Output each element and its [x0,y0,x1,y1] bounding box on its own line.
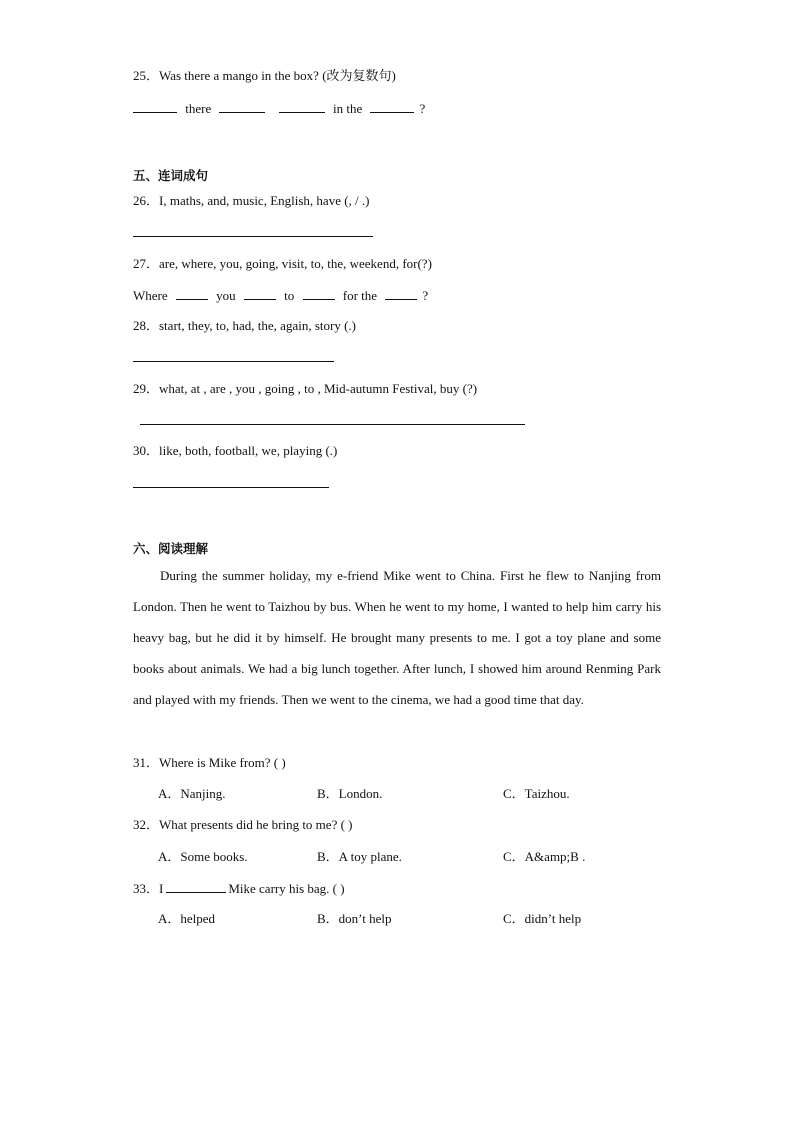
answer-blank[interactable] [244,287,276,300]
answer-blank[interactable] [176,287,208,300]
option-c[interactable]: C．didn’t help [503,911,582,926]
question-33-prefix: 33．I [133,881,164,896]
question-27-answer-line [133,287,428,304]
answer-blank[interactable] [279,100,325,113]
option-a[interactable]: A．helped [158,911,216,926]
question-26-answer-line[interactable] [133,236,373,237]
question-32-prompt: 32．What presents did he bring to me? ( ) [133,817,353,832]
option-c[interactable]: C．A&amp;B . [503,849,586,864]
question-30-answer-line[interactable] [133,487,329,488]
option-a[interactable]: A．Nanjing. [158,786,226,801]
answer-blank[interactable] [219,100,265,113]
answer-blank[interactable] [303,287,335,300]
answer-word: to [284,288,295,303]
answer-word: in the [332,101,363,116]
question-29-prompt: 29．what, at , are , you , going , to , Mid-autumn Festival, buy (?) [133,381,478,396]
answer-blank[interactable] [370,100,414,113]
question-33-prompt [133,880,345,897]
answer-end: ? [422,288,429,303]
question-33-suffix: Mike carry his bag. ( ) [228,881,345,896]
question-26-prompt: 26．I, maths, and, music, English, have (, / .) [133,193,370,208]
answer-blank[interactable] [385,287,417,300]
answer-blank[interactable] [133,100,177,113]
option-b[interactable]: B．don’t help [317,911,392,926]
option-a[interactable]: A．Some books. [158,849,248,864]
reading-passage: During the summer holiday, my e-friend Mike went to China. First he flew to Nanjing from London. Then he went to Taizhou by bus. When he went to my home, I wanted to help him carry his heavy bag, but he did it by himself. He brought many presents to me. I got a toy plane and some books about animals. We had a big lunch together. After lunch, I showed him around Renming Park and played with my friends. Then we went to the cinema, we had a good time that day. [133,568,661,707]
question-30-prompt: 30．like, both, football, we, playing (.) [133,443,338,458]
answer-word: Where [133,288,168,303]
option-c[interactable]: C．Taizhou. [503,786,570,801]
section-5-title: 五、连词成句 [133,168,209,183]
answer-word: for the [342,288,378,303]
answer-end: ? [419,101,426,116]
answer-word: you [216,288,236,303]
option-b[interactable]: B．London. [317,786,383,801]
answer-word: there [185,101,212,116]
question-28-answer-line[interactable] [133,361,334,362]
question-25-prompt: 25．Was there a mango in the box? (改为复数句) [133,68,396,83]
question-27-prompt: 27．are, where, you, going, visit, to, the, weekend, for(?) [133,256,432,271]
question-28-prompt: 28．start, they, to, had, the, again, story (.) [133,318,356,333]
question-25-answer-line [133,100,425,117]
option-b[interactable]: B．A toy plane. [317,849,402,864]
question-31-prompt: 31．Where is Mike from? ( ) [133,755,286,770]
answer-blank[interactable] [166,880,226,893]
section-6-title: 六、阅读理解 [133,541,209,556]
question-29-answer-line[interactable] [140,424,525,425]
